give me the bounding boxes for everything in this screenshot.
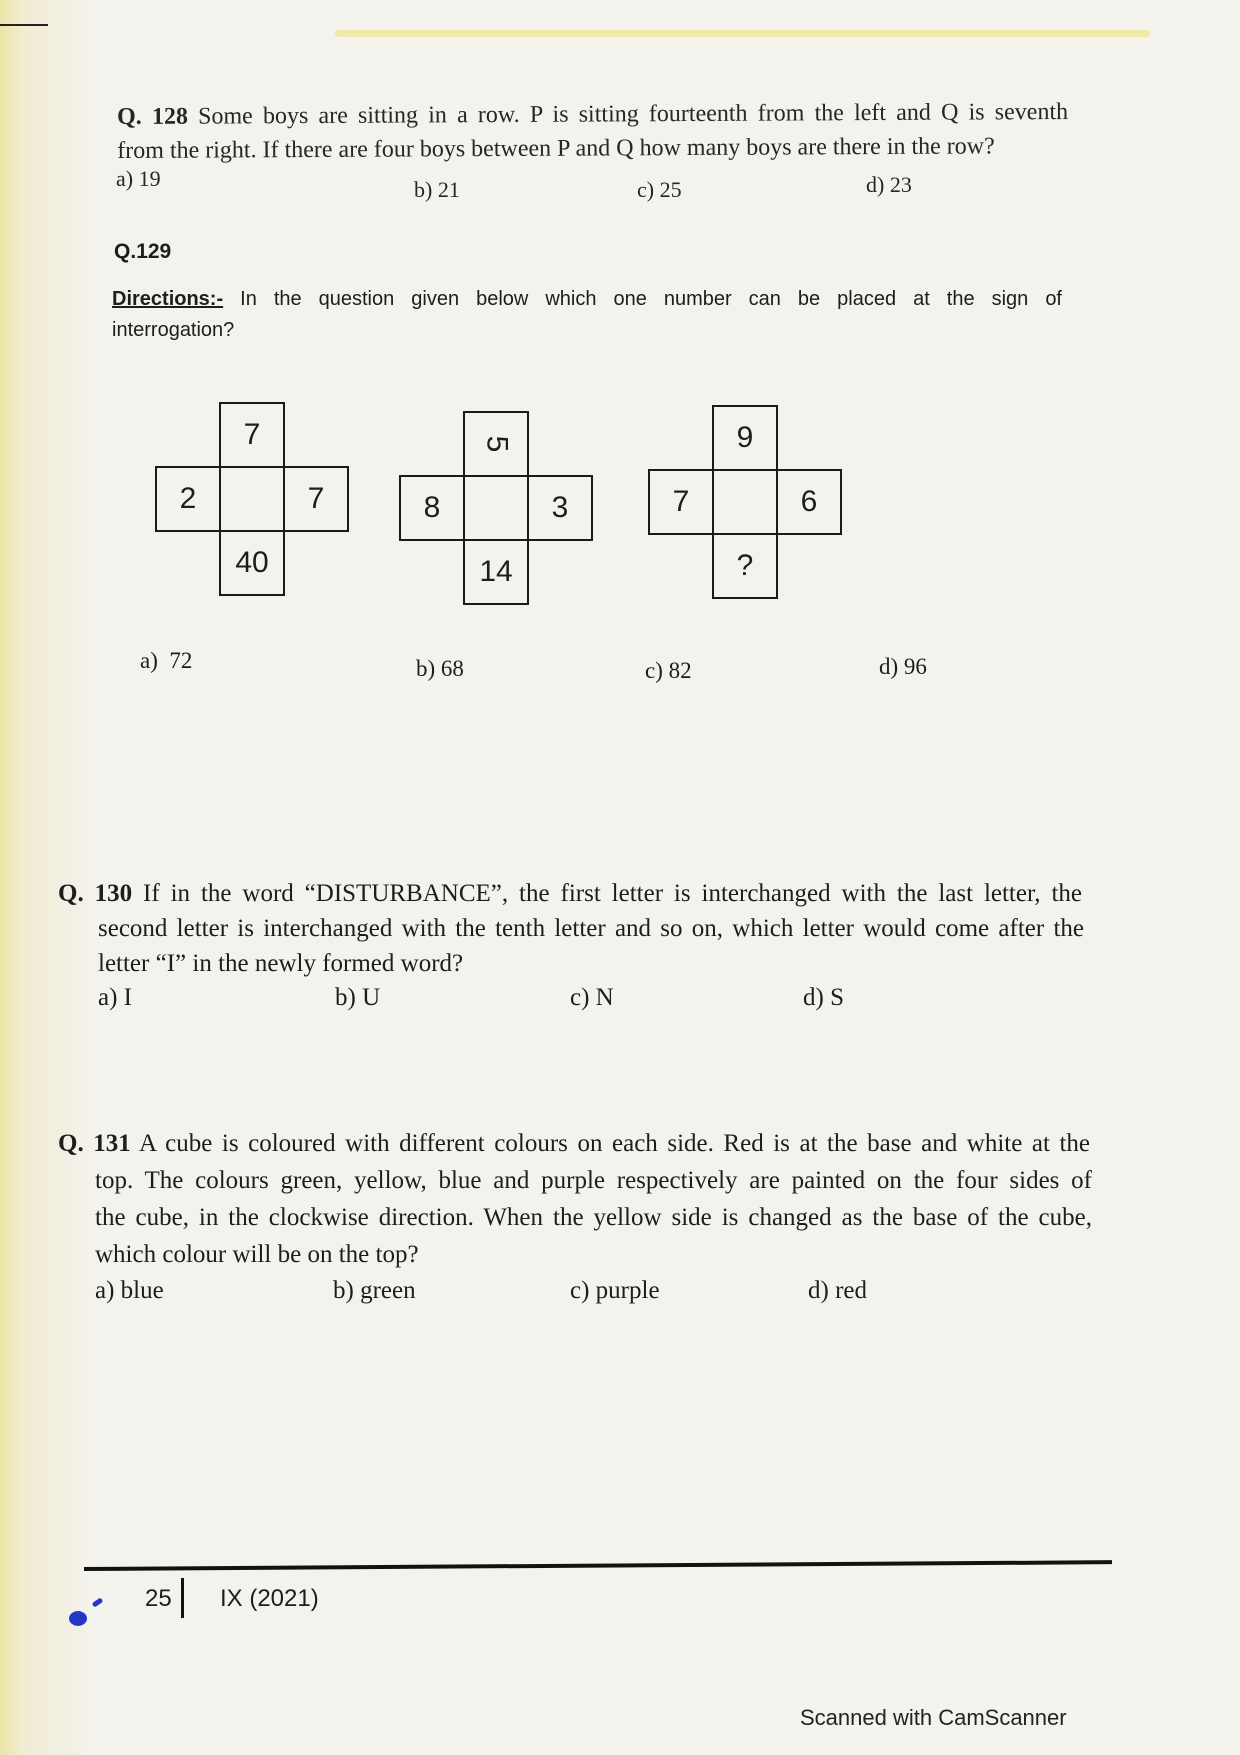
left-cell [155,466,221,532]
page-number: 25 [145,1585,172,1612]
cell-number: 14 [479,555,513,588]
question-text: A cube is coloured with different colours on each side. Red is at the base and white at the [138,1130,1091,1157]
question-131-line-3 [95,1199,1092,1236]
directions-line-1 [112,284,1062,315]
option-a: a) I [98,984,132,1011]
directions-text: interrogation? [112,319,235,341]
option-c: c) N [570,984,614,1011]
top-cell [712,405,778,471]
cross-figure-1 [155,402,349,596]
question-129-number: Q.129 [114,240,172,263]
ink-tick-mark [92,1597,104,1607]
cell-number: 7 [672,485,690,518]
question-text: Some boys are sitting in a row. P is sitting fourteenth from the left and Q is seventh [198,99,1069,130]
question-text: If in the word “DISTURBANCE”, the first letter is interchanged with the last letter, the [143,880,1082,907]
option-c: c) 82 [645,658,692,683]
left-cell [399,475,465,541]
option-d: d) S [803,984,844,1011]
question-number: Q. 130 [58,880,133,907]
question-mark-cell: ? [736,549,754,582]
highlighter-mark [335,30,1150,37]
right-cell [283,466,349,532]
cross-figure-2 [399,411,593,605]
scanner-watermark: Scanned with CamScanner [800,1705,1067,1730]
center-cell [712,469,778,535]
option-a: a) 72 [140,648,193,673]
ink-dot-mark [69,1611,87,1626]
question-128 [117,95,1068,168]
cell-number: 40 [235,546,269,579]
footer-rule [84,1560,1112,1571]
cell-number: 2 [179,482,197,515]
option-c: c) purple [570,1277,660,1304]
question-text: letter “I” in the newly formed word? [98,950,464,977]
option-d: d) 96 [879,654,927,679]
question-129-directions [112,284,1062,346]
question-text: second letter is interchanged with the tenth letter and so on, which letter would come after the [98,915,1084,942]
option-b: b) 21 [414,177,460,202]
question-131-line-1 [58,1125,1090,1162]
top-cell [463,411,529,477]
cross-figure-3 [648,405,842,599]
question-number: Q. 128 [117,103,189,130]
option-b: b) green [333,1277,416,1304]
question-130 [58,876,1084,981]
question-131 [58,1125,1092,1273]
option-a: a) 19 [116,166,161,191]
left-cell [648,469,714,535]
center-cell [219,466,285,532]
question-130-line-1 [58,876,1082,911]
bottom-cell [712,533,778,599]
cell-number: 8 [423,491,441,524]
directions-text: In the question given below which one number can be placed at the sign of [240,288,1062,310]
option-a: a) blue [95,1277,164,1304]
cell-number: 3 [551,491,569,524]
option-c: c) 25 [637,177,682,202]
question-130-line-3 [98,946,1084,981]
option-d: d) 23 [866,172,912,197]
pen-stroke-mark [0,24,48,26]
question-number: Q. 131 [58,1130,131,1157]
option-b: b) U [335,984,381,1011]
cell-number: 6 [800,485,818,518]
question-text: the cube, in the clockwise direction. When the yellow side is changed as the base of the cube, [95,1204,1092,1231]
option-d: d) red [808,1277,867,1304]
bottom-cell [219,530,285,596]
question-131-line-2 [95,1162,1092,1199]
directions-label: Directions:- [112,288,224,310]
footer-label: IX (2021) [220,1585,319,1612]
question-128-line-2 [117,129,1068,168]
cell-number: 9 [736,421,754,454]
question-128-line-1 [117,95,1068,134]
center-cell [463,475,529,541]
cell-number: 5 [480,435,513,453]
top-cell [219,402,285,468]
question-text: from the right. If there are four boys between P and Q how many boys are there in the row? [117,133,995,164]
right-cell [776,469,842,535]
option-b: b) 68 [416,656,464,681]
footer-divider [181,1578,184,1618]
question-text: which colour will be on the top? [95,1241,419,1268]
cell-number: 7 [307,482,325,515]
question-130-line-2 [98,911,1084,946]
bottom-cell [463,539,529,605]
question-131-line-4 [95,1236,1092,1273]
cell-number: 7 [243,418,261,451]
question-text: top. The colours green, yellow, blue and purple respectively are painted on the four sides of [95,1167,1092,1194]
right-cell [527,475,593,541]
directions-line-2 [112,315,1062,346]
